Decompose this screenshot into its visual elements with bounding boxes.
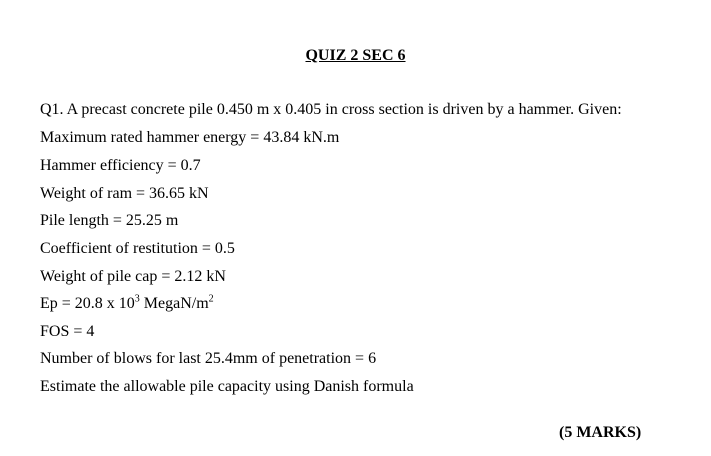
- ep-exponent: 3: [134, 293, 140, 305]
- given-weight-of-pile-cap: Weight of pile cap = 2.12 kN: [40, 268, 226, 285]
- given-coefficient-of-restitution: Coefficient of restitution = 0.5: [40, 240, 235, 257]
- given-pile-length: Pile length = 25.25 m: [40, 212, 179, 229]
- quiz-title: QUIZ 2 SEC 6: [305, 47, 406, 64]
- given-hammer-efficiency: Hammer efficiency = 0.7: [40, 157, 201, 174]
- given-weight-of-ram: Weight of ram = 36.65 kN: [40, 185, 209, 202]
- given-hammer-energy: Maximum rated hammer energy = 43.84 kN.m: [40, 129, 340, 146]
- ep-unit: MegaN/m: [139, 295, 209, 312]
- question-task: Estimate the allowable pile capacity using Danish formula: [40, 378, 414, 395]
- ep-unit-exponent: 2: [208, 293, 214, 305]
- given-fos: FOS = 4: [40, 323, 95, 340]
- ep-prefix: Ep = 20.8 x 10: [40, 295, 135, 312]
- marks-label: (5 MARKS): [559, 424, 642, 441]
- given-number-of-blows: Number of blows for last 25.4mm of penetration = 6: [40, 350, 377, 367]
- given-ep: [40, 294, 214, 314]
- question-intro: Q1. A precast concrete pile 0.450 m x 0.405 in cross section is driven by a hammer. Given:: [40, 101, 622, 118]
